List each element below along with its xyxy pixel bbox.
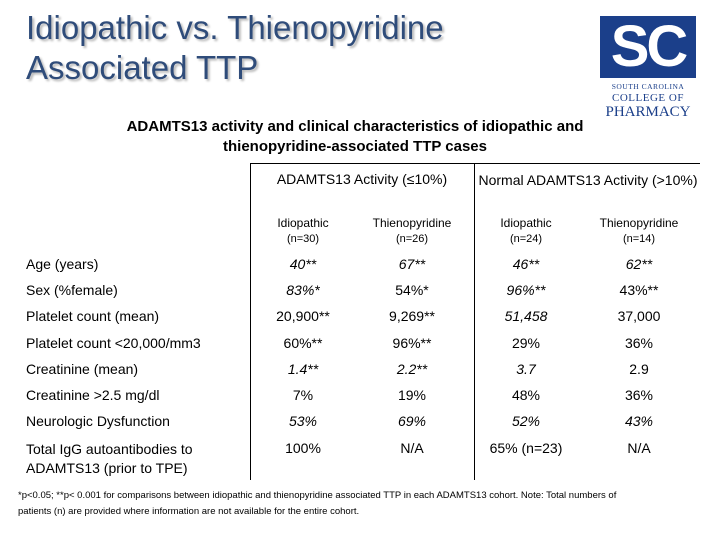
table-cell: 1.4**	[287, 361, 319, 377]
table-cell: 37,000	[617, 308, 661, 324]
table-cell: 67**	[398, 256, 426, 272]
table-cell: 96%**	[392, 335, 432, 351]
table-cell: 20,900**	[276, 308, 330, 324]
table-cell: 2.2**	[396, 361, 428, 377]
table-cell: 62**	[625, 256, 653, 272]
table-cell: 65% (n=23)	[489, 440, 563, 456]
row-label-platelet-low: Platelet count <20,000/mm3	[26, 335, 201, 351]
table-cell: 96%**	[506, 282, 546, 298]
group-header-normal-activity: Normal ADAMTS13 Activity (>10%)	[478, 172, 698, 188]
table-cell: 40**	[289, 256, 317, 272]
caption-line-2: thienopyridine-associated TTP cases	[223, 138, 487, 155]
title-line-2: Associated TTP	[26, 49, 259, 86]
row-label-platelet-mean: Platelet count (mean)	[26, 308, 160, 324]
table-cell: 36%	[624, 387, 654, 403]
row-label-igg: Total IgG autoantibodies to ADAMTS13 (prior to TPE)	[26, 441, 193, 476]
table-cell: 19%	[397, 387, 427, 403]
group-header-low-activity: ADAMTS13 Activity (≤10%)	[276, 171, 448, 187]
subheader-thieno-low: Thienopyridine (n=26)	[372, 216, 452, 245]
table-cell: 69%	[397, 413, 427, 429]
table-cell: N/A	[627, 440, 651, 456]
logo-line-2: COLLEGE OF	[612, 92, 684, 104]
footnote-line-2: patients (n) are provided where information are not available for the entire cohort.	[18, 506, 360, 517]
row-label-neurologic: Neurologic Dysfunction	[26, 413, 170, 429]
subheader-thieno-normal: Thienopyridine (n=14)	[599, 216, 679, 245]
table-cell: 43%**	[619, 282, 659, 298]
table-cell: 36%	[624, 335, 654, 351]
logo-line-3: PHARMACY	[605, 104, 691, 120]
table-cell: 7%	[292, 387, 314, 403]
table-cell: 3.7	[516, 361, 536, 377]
table-cell: N/A	[400, 440, 424, 456]
logo-mark: SC	[600, 16, 696, 78]
subheader-idiopathic-low: Idiopathic (n=30)	[277, 216, 329, 245]
title-line-1: Idiopathic vs. Thienopyridine	[26, 9, 444, 46]
table-cell: 54%*	[395, 282, 429, 298]
table-cell: 2.9	[629, 361, 649, 377]
caption-line-1: ADAMTS13 activity and clinical characteristics of idiopathic and	[126, 118, 584, 135]
row-label-sex: Sex (%female)	[26, 282, 118, 298]
row-label-creatinine-high: Creatinine >2.5 mg/dl	[26, 387, 160, 403]
subheader-idiopathic-normal: Idiopathic (n=24)	[500, 216, 552, 245]
table-cell: 60%**	[283, 335, 323, 351]
table-cell: 53%	[288, 413, 318, 429]
row-label-age: Age (years)	[26, 256, 99, 272]
logo-line-1: SOUTH CAROLINA	[611, 82, 685, 91]
footnote-line-1: *p<0.05; **p< 0.001 for comparisons between idiopathic and thienopyridine associated TTP in each ADAMTS13 cohort. Note: Total numbers of	[18, 490, 617, 501]
table-cell: 51,458	[504, 308, 548, 324]
footnote	[18, 488, 718, 520]
table-cell: 9,269**	[389, 308, 435, 324]
table-cell: 83%*	[286, 282, 320, 298]
table-cell: 52%	[511, 413, 541, 429]
table-cell: 46**	[512, 256, 540, 272]
table-cell: 43%	[624, 413, 654, 429]
table-cell: 29%	[511, 335, 541, 351]
table-cell: 48%	[511, 387, 541, 403]
table-cell: 100%	[285, 440, 321, 456]
row-label-creatinine-mean: Creatinine (mean)	[26, 361, 139, 377]
table-top-border	[250, 163, 700, 164]
